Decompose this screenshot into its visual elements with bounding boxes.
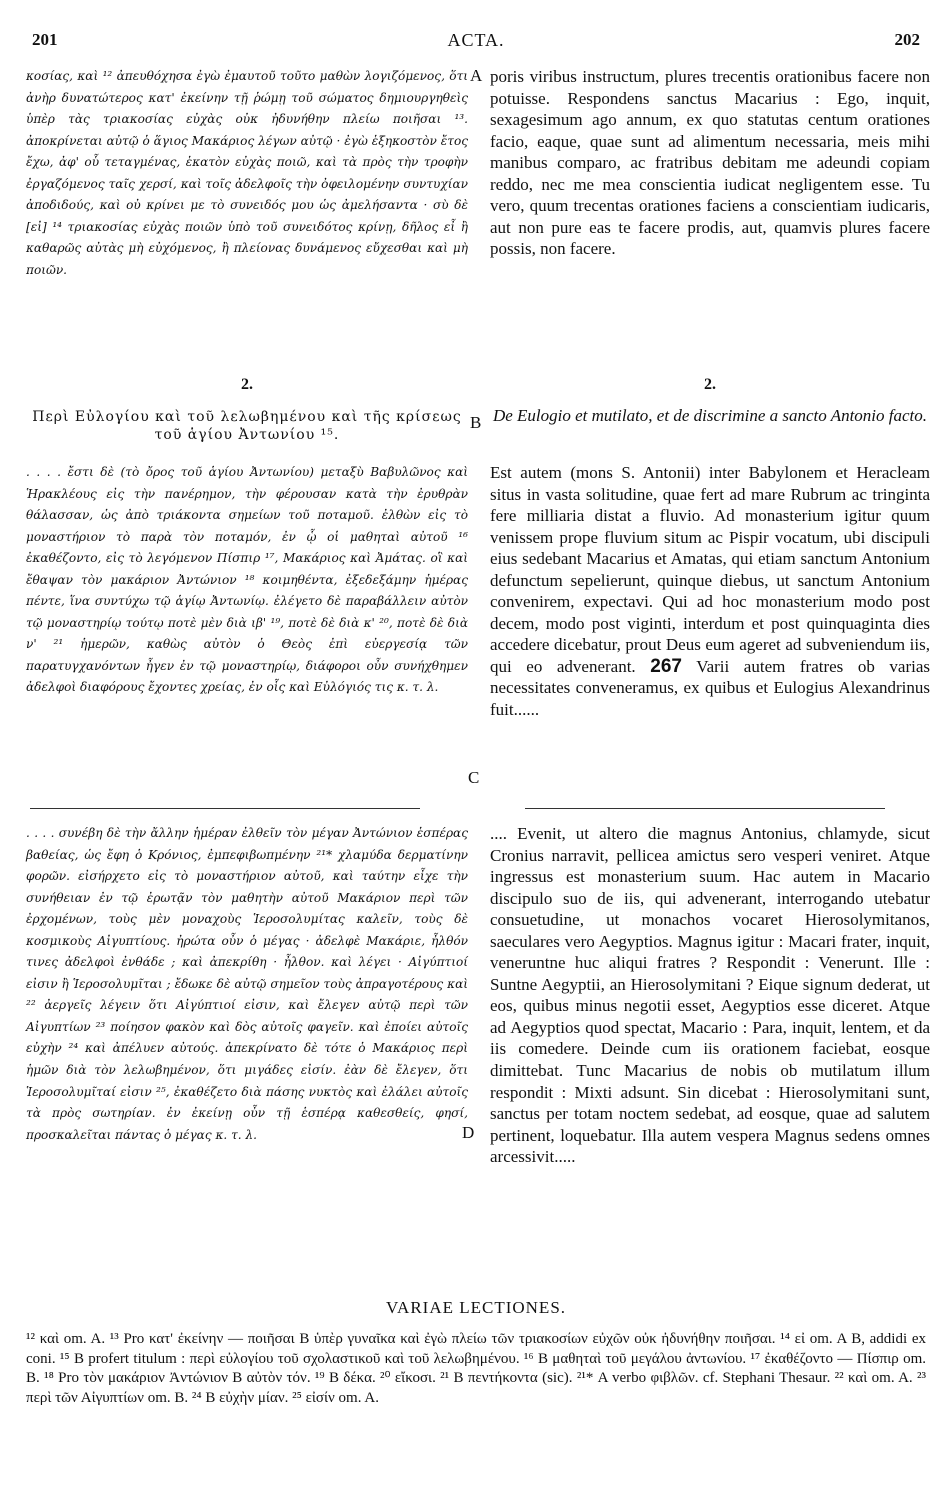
page-header xyxy=(26,30,926,56)
section2-title-greek: Περὶ Εὐλογίου καὶ τοῦ λελωβημένου καὶ τῆς κρίσεως τοῦ ἁγίου Ἀντωνίου ¹⁵. xyxy=(32,409,462,443)
section3-latin-paragraph: .... Evenit, ut altero die magnus Antonius, chlamyde, sicut Cronius narravit, pellicea amictus sero vesperi veniret. Atque ingressus est monasterium suum. Hac autem in Macario discipulo suo de iis, qui advenerant, interrogando utebatur consuetudine, ut monachos vocaret Hierosolymitanos, saeculares vero Aegyptios. Magnus igitur : Macari frater, inquit, veneruntne huc aliqui fratres ? Respondit : Venerunt. Ille : Suntne Aegyptii, an Hierosolymitani ? Eique signum dederat, ut eos, quibus minus negotii esset, Aegyptios esse diceret. Atque ad Aegyptios quod spectat, Macario : Para, inquit, lentem, et da iis comedere. Deinde cum iis orationem faciebat, eosque dimittebat. Tunc Macarius de nobis ob mutilatum illum respondit : Mixti adsunt. Sin dicebat : Hierosolymitani sunt, sanctus per totam noctem sedebat, ad eosque, quae ad salutem pertinent, loquebatur. Illa autem vespera Magnus sedens omnes arcessivit..... xyxy=(490,824,930,1167)
section2-greek-paragraph: . . . . ἔστι δὲ (τὸ ὄρος τοῦ ἁγίου Ἀντωνίου) μεταξὺ Βαβυλῶνος καὶ Ἡρακλέους εἰς τὴν πανέρημον, τὴν φέρουσαν κατὰ τὴν ἐρυθρὰν θάλασσαν, ὡς ἀπὸ τριάκοντα σημείων τοῦ ποταμοῦ. ἐλθὼν εἰς τὸ μοναστήριον τὸ παρὰ τὸν ποταμόν, ἐν ᾧ οἱ μαθηταὶ αὐτοῦ ¹⁶ ἐκαθέζοντο, εἰς τὸ λεγόμενον Πίσπιρ ¹⁷, Μακάριος καὶ Ἀμάτας. οἳ καὶ ἔθαψαν τὸν μακάριον Ἀντώνιον ¹⁸ κοιμηθέντα, ἐξεδεξάμην ἡμέρας πέντε, ἵνα συντύχω τῷ ἁγίῳ Ἀντωνίῳ. ἐλέγετο δὲ παραβάλλειν αὐτὸν τῷ μοναστηρίῳ τούτῳ ποτὲ μὲν διὰ ιβ' ¹⁹, ποτὲ δὲ διὰ κ' ²⁰, ποτὲ δὲ διὰ ν' ²¹ ἡμερῶν, καθὼς αὐτὸν ὁ Θεὸς ἐπὶ εὐεργεσίᾳ τῶν παρατυγχανόντων ἦγεν ἐν τῷ μοναστηρίῳ, διάφοροι οὖν συνήχθημεν ἀδελφοὶ διαφόρους ἔχοντες χρείας, ἐν οἷς καὶ Εὐλόγιός τις κ. τ. λ. xyxy=(26,465,468,695)
section2-latin-after: Varii autem fratres ob varias necessitates conveneramus, ex quibus et Eulogius Alexandrinus fuit...... xyxy=(490,656,930,720)
section1-latin-paragraph: poris viribus instructum, plures trecentis orationibus facere non potuisse. Respondens sanctus Macarius : Ego, inquit, sexagesimum ago annum, ex quo statutas centum orationes facio, eaque, quae sunt ad alimentum necessaria, meis mihi manibus comparo, ac fratribus debitam me adeundi copiam reddo, nec me mea conscientia iudicat negligentem esse. Tu vero, quum trecentas orationes faciens a conscientiam iudicaris, aut non pure eas te facere prodis, aut, quamvis plures facere possis, non facere. xyxy=(490,67,930,259)
variae-lectiones-title: VARIAE LECTIONES. xyxy=(385,1298,567,1317)
margin-marker-b: B xyxy=(470,413,482,432)
section1-greek-paragraph: κοσίας, καὶ ¹² ἀπευθόχησα ἐγὼ ἐμαυτοῦ τοῦτο μαθὼν λογιζόμενος, ὅτι ἀνὴρ δυνατώτερος κατ' ἐκείνην τῇ ῥώμῃ τοῦ σώματος δημιουργηθεὶς ὑπὲρ τὰς τριακοσίας εὐχὰς οὐκ ἠδυνήθην πλείω ποιῆσαι ¹³. ἀποκρίνεται αὐτῷ ὁ ἅγιος Μακάριος λέγων αὐτῷ · ἐγὼ ἑξηκοστὸν ἔτος ἔχω, ἀφ' οὗ τεταγμένας, ἑκατὸν εὐχὰς ποιῶ, καὶ τὰ πρὸς τὴν τροφὴν ἐργαζόμενος ταῖς χερσί, καὶ τοῖς ἀδελφοῖς τὴν ὀφειλομένην συντυχίαν ἀποδιδούς, καὶ οὐ κρίνει με τὸ συνειδός μου ὡς ἀμελήσαντα · σὺ δὲ [εἰ] ¹⁴ τριακοσίας εὐχὰς ποιῶν ὑπὸ τοῦ συνειδότος κρίνῃ, δῆλος εἶ ἢ καθαρῶς αὐτὰς μὴ εὐχόμενος, ἢ πλείονας δυνάμενος εὔχεσθαι καὶ μὴ ποιῶν. xyxy=(26,69,468,277)
section2-latin-text xyxy=(490,462,930,721)
section2-latin-paragraph xyxy=(490,462,930,721)
divider-latin xyxy=(525,808,885,809)
section3-greek-paragraph: . . . . συνέβη δὲ τὴν ἄλλην ἡμέραν ἐλθεῖν τὸν μέγαν Ἀντώνιον ἑσπέρας βαθείας, ὡς ἔφη ὁ Κρόνιος, ἐμπεφιβωπμένην ²¹* χλαμύδα δερματίνην φορῶν. εἰσήρχετο εἰς τὸ μοναστήριον αὐτοῦ, καὶ ταύτην εἶχε τὴν συνήθειαν ἐν τῷ ἐρωτᾷν τὸν μαθητὴν αὐτοῦ Μακάριον περὶ τῶν ἐρχομένων, τοὺς μὲν μοναχοὺς Ἱεροσολυμίτας καλεῖν, τοὺς δὲ κοσμικοὺς Αἰγυπτίους. ἠρώτα οὖν ὁ μέγας · ἀδελφὲ Μακάριε, ἦλθόν τινες ἀδελφοὶ ἐνθάδε ; καὶ ἀπεκρίθη · ἦλθον. καὶ λέγει · Αἰγύπτιοί εἰσιν ἢ Ἱεροσολυμῖται ; ἔδωκε δὲ αὐτῷ σημεῖον τοὺς ἀπραγοτέρους καὶ ²² ἀεργεῖς λέγειν ὅτι Αἰγύπτιοί εἰσιν, καὶ ἔλεγεν αὐτῷ περὶ τῶν Αἰγυπτίων ²³ ποίησον φακὸν καὶ δὸς αὐτοῖς φαγεῖν. καὶ ἐποίει αὐτοῖς εὐχὴν ²⁴ καὶ ἀπέλυεν αὐτούς. ἀπεκρίνατο δὲ τότε ὁ Μακάριος περὶ ἡμῶν διὰ τὸν λελωβημένον, ὅτι μιγάδες εἰσίν. ἐὰν δὲ ἔλεγεν, ὅτι Ἱεροσολυμῖταί εἰσιν ²⁵, ἐκαθέζετο διὰ πάσης νυκτὸς καὶ ἐλάλει αὐτοῖς τὰ πρὸς σωτηρίαν. ἐν ἐκείνῃ οὖν τῇ ἑσπέρᾳ καθεσθείς, φησί, προσκαλεῖται πάντας ὁ μέγας κ. τ. λ. xyxy=(26,826,468,1142)
page-number-right: 202 xyxy=(894,30,920,49)
section3-latin-text xyxy=(490,823,930,1168)
section2-number-greek: 2. xyxy=(241,376,253,393)
running-title: ACTA. xyxy=(447,30,505,50)
section2-title-latin: De Eulogio et mutilato, et de discrimine a sancto Antonio facto. xyxy=(492,406,928,425)
section2-greek-text xyxy=(26,462,468,699)
section2-latin-before: Est autem (mons S. Antonii) inter Babylonem et Heracleam situs in vasta solitudine, quae fert ad mare Rubrum ac tringinta fere milliaria distat a fluvio. Ad monasterium igitur quum venissem prope fluvium situm ac Pispir vocatum, ubi discipuli eius sedebant Macarius et Amatas, qui etiam sanctum Antonium defunctum sepelierunt, quinque diebus, ut sanctum Antonium convenirem, expectavi. Qui ad hoc monasterium modo post decem, modo post viginti, interdum et post quinquaginta dies accedere dicebatur, prout Deus eum ageret ad subveniendum iis, qui eo advenerant. xyxy=(490,463,930,676)
page-number-left: 201 xyxy=(32,30,58,49)
variae-lectiones-notes: ¹² καὶ om. A. ¹³ Pro κατ' ἐκείνην — ποιῆσαι B ὑπὲρ γυναῖκα καὶ ἐγὼ πλείω τῶν τριακοσίων εὐχῶν οὐκ ἠδυνήθην ποιῆσαι. ¹⁴ εἰ om. A B, addidi ex coni. ¹⁵ B profert titulum : περὶ εὐλογίου τοῦ σχολαστικοῦ καὶ τοῦ λελωβημένου. ¹⁶ B μαθηταὶ τοῦ μεγάλου ἀντωνίου. ¹⁷ ἐκαθέζοντο — Πίσπιρ om. B. ¹⁸ Pro τὸν μακάριον Ἀντώνιον B αὐτὸν τόν. ¹⁹ B δέκα. ²⁰ εἴκοσι. ²¹ B πεντήκοντα (sic). ²¹* A verbo φιβλῶν. cf. Stephani Thesaur. ²² καὶ om. A. ²³ περὶ τῶν Αἰγυπτίων om. B. ²⁴ B εὐχὴν μίαν. ²⁵ εἰσίν om. A. xyxy=(26,1331,926,1406)
section1-greek-text xyxy=(26,66,468,281)
margin-marker-c: C xyxy=(468,768,480,787)
section1-latin-text xyxy=(490,66,930,260)
margin-marker-a: A xyxy=(470,66,483,85)
margin-marker-d: D xyxy=(462,1123,475,1142)
section3-greek-text xyxy=(26,823,468,1146)
section2-number-latin: 2. xyxy=(704,376,716,393)
divider-greek xyxy=(30,808,420,809)
column-number: 267 xyxy=(650,655,682,677)
